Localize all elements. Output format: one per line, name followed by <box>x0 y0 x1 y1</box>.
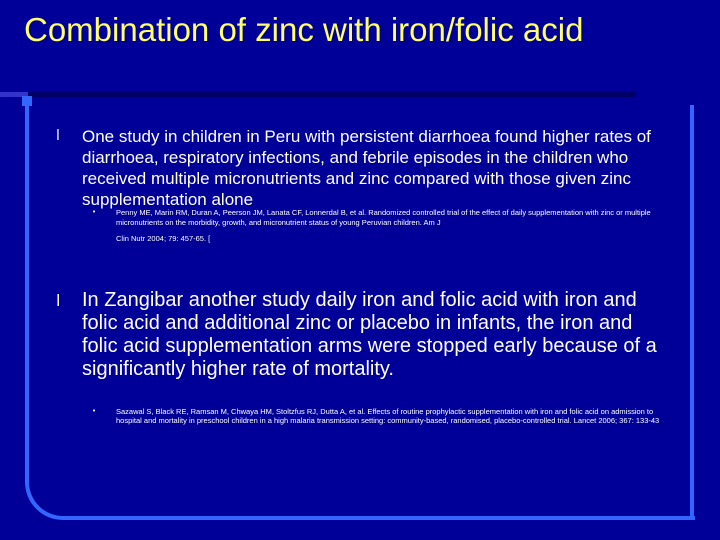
sub-bullet-marker: • <box>92 407 97 415</box>
bullet-text-segment: or placebo in infants, the iron and folic acid supplementation arms were stopped early because of a significantly higher rate of mortality. <box>82 312 657 380</box>
bullet-text-zanzibar-study <box>82 289 672 381</box>
keyword-zinc: zinc <box>358 169 390 188</box>
bullet-marker: l <box>56 291 61 310</box>
bullet-text-segment: In Zangibar another study daily iron and folic acid with iron and folic acid and additional <box>82 289 637 334</box>
title-underline <box>0 92 636 97</box>
bullet-text-segment: in Peru with persistent diarrhoea found higher rates of diarrhoea, respiratory infections, and febrile episodes in the <box>82 127 651 167</box>
keyword-children: children <box>532 148 593 167</box>
bullet-text-segment: compared with those given <box>389 169 601 188</box>
frame-right-edge <box>690 105 694 517</box>
reference-text: Penny ME, Marin RM, Duran A, Peerson JM, Lanata CF, Lonnerdal B, et al. Randomized controlled trial of the effect of daily supplementation with zinc or multiple micronutrients on the morbidity, growth, and micronutrient status of young Peruvian children. Am J <box>116 208 651 227</box>
bullet-text-peru-study <box>82 126 672 210</box>
bullet-text-segment: who received multiple micronutrients and <box>82 148 629 188</box>
keyword-zinc: zinc <box>600 169 631 188</box>
reference-citation: Clin Nutr 2004; 79: 457-65. [ <box>116 234 211 243</box>
bullet-marker: l <box>56 128 60 144</box>
keyword-children: children <box>182 127 242 146</box>
bullet-text-segment: supplementation alone <box>82 190 254 209</box>
keyword-zinc: zinc <box>295 312 332 334</box>
reference-sazawal-2006: Sazawal S, Black RE, Ramsan M, Chwaya HM, Stoltzfus RJ, Dutta A, et al. Effects of routine prophylactic supplementation with iron and folic acid on admission to hospital and mortality in preschool children in a high malaria transmission setting: community-based, randomised, placebo-controlled trial. Lancet 2006; 367: 133-43 <box>116 407 660 425</box>
sub-bullet-marker: • <box>92 208 97 216</box>
reference-penny-2004 <box>116 208 676 244</box>
bullet-text-segment: One study in <box>82 127 183 146</box>
slide-title: Combination of zinc with iron/folic acid <box>24 11 584 48</box>
